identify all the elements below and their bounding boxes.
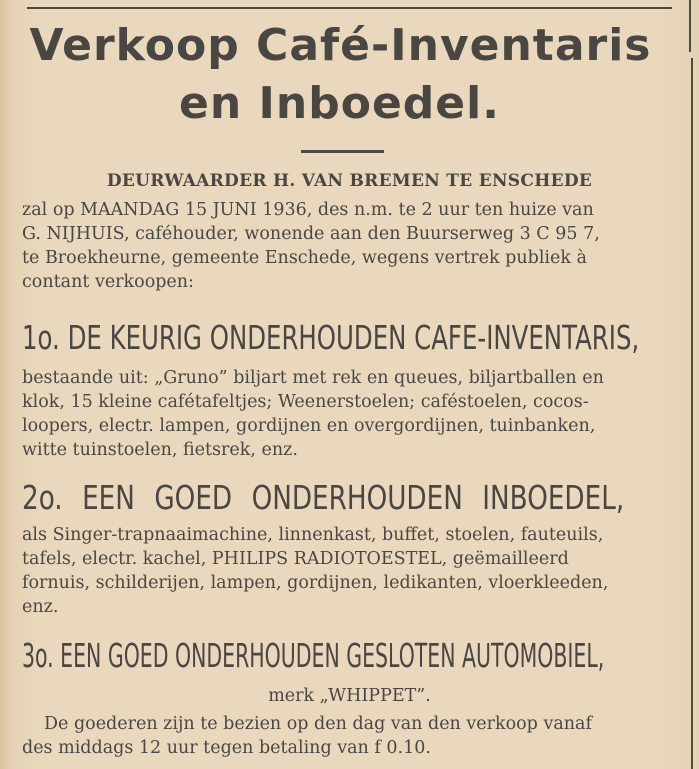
intro-line: te Broekheurne, gemeente Enschede, wegens vertrek publiek à <box>22 248 587 268</box>
top-rule-divider <box>27 7 672 9</box>
intro-line: contant verkoopen: <box>22 272 194 292</box>
section-2-line: fornuis, schilderijen, lampen, gordijnen, ledikanten, vloerkleeden, <box>22 573 609 593</box>
headline-line-1: Verkoop Café-Inventaris <box>29 20 652 71</box>
bailiff-title: DEURWAARDER H. VAN BREMEN TE ENSCHEDE <box>106 171 593 191</box>
intro-line: zal op MAANDAG 15 JUNI 1936, des n.m. te 2 uur ten huize van <box>22 200 594 220</box>
car-brand-line: merk „WHIPPET”. <box>268 686 431 706</box>
intro-line: G. NIJHUIS, caféhouder, wonende aan den Buurserweg 3 C 95 7, <box>22 224 600 244</box>
column-rule-divider <box>691 58 693 769</box>
section-1-heading: 1o. DE KEURIG ONDERHOUDEN CAFE-INVENTARIS, <box>22 318 640 357</box>
section-2-line: als Singer-trapnaaimachine, linnenkast, buffet, stoelen, fauteuils, <box>22 525 604 545</box>
section-1-line: bestaande uit: „Gruno” biljart met rek en queues, biljartballen en <box>22 368 604 388</box>
closing-line: des middags 12 uur tegen betaling van f 0.10. <box>22 738 431 758</box>
closing-line: De goederen zijn te bezien op den dag van den verkoop vanaf <box>44 714 592 734</box>
headline-line-2: en Inboedel. <box>179 78 500 129</box>
section-1-line: loopers, electr. lampen, gordijnen en overgordijnen, tuinbanken, <box>22 416 596 436</box>
section-1-line: witte tuinstoelen, fietsrek, enz. <box>22 440 298 460</box>
section-2-line: enz. <box>22 597 59 617</box>
section-2-heading: 2o. EEN GOED ONDERHOUDEN INBOEDEL, <box>22 478 625 517</box>
section-1-line: klok, 15 kleine cafétafeltjes; Weenerstoelen; caféstoelen, cocos- <box>22 392 589 412</box>
headline-divider <box>301 150 384 153</box>
section-3-heading: 3o. EEN GOED ONDERHOUDEN GESLOTEN AUTOMOBIEL, <box>22 636 605 675</box>
section-2-line: tafels, electr. kachel, PHILIPS RADIOTOESTEL, geëmailleerd <box>22 549 569 569</box>
